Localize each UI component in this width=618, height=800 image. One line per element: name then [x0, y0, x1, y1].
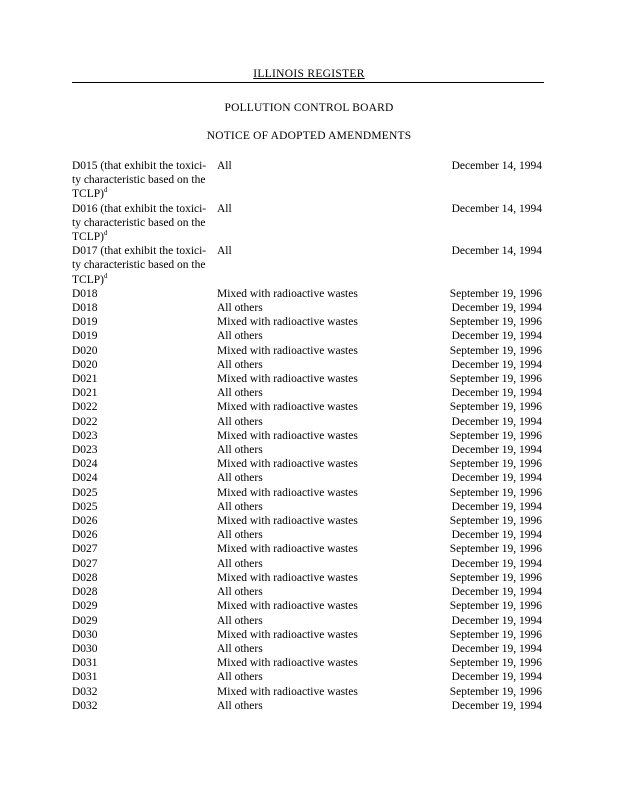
subcategory: All others [217, 699, 263, 712]
effective-date: December 19, 1994 [451, 330, 542, 343]
table-row [72, 159, 542, 202]
waste-code: D023 [72, 444, 98, 457]
table-row [72, 358, 542, 372]
table-row [72, 670, 542, 684]
effective-date: December 19, 1994 [451, 586, 542, 599]
effective-date: December 19, 1994 [451, 358, 542, 371]
board-name: POLLUTION CONTROL BOARD [224, 102, 394, 114]
subcategory: All others [217, 387, 263, 400]
subcategory: Mixed with radioactive wastes [217, 429, 358, 442]
effective-date: December 19, 1994 [451, 699, 542, 712]
table-row [72, 599, 542, 613]
waste-code: D015 (that exhibit the toxici- ty characteristic based on the TCLP)$^d$ [72, 160, 207, 201]
table-row [72, 287, 542, 301]
effective-date: December 19, 1994 [451, 415, 542, 428]
table-row [72, 500, 542, 514]
waste-code: D028 [72, 586, 98, 599]
table-row [72, 699, 542, 713]
subcategory: Mixed with radioactive wastes [217, 373, 358, 386]
effective-date: December 19, 1994 [451, 472, 542, 485]
table-row [72, 571, 542, 585]
effective-date: September 19, 1996 [449, 344, 542, 357]
effective-date: December 19, 1994 [451, 387, 542, 400]
waste-code: D024 [72, 472, 98, 485]
table-row [72, 301, 542, 315]
waste-code: D026 [72, 529, 98, 542]
effective-date: December 19, 1994 [451, 614, 542, 627]
effective-date: September 19, 1996 [449, 657, 542, 670]
effective-date: September 19, 1996 [449, 429, 542, 442]
table-row [72, 202, 542, 245]
table-row [72, 685, 542, 699]
table-row [72, 514, 542, 528]
waste-code: D020 [72, 358, 98, 371]
subcategory: All others [217, 302, 263, 315]
subcategory: All others [217, 358, 263, 371]
table-row [72, 315, 542, 329]
subcategory: Mixed with radioactive wastes [217, 458, 358, 471]
effective-date: September 19, 1996 [449, 628, 542, 641]
subcategory: Mixed with radioactive wastes [217, 600, 358, 613]
table-row [72, 471, 542, 485]
subcategory: All others [217, 614, 263, 627]
table-row [72, 386, 542, 400]
table-row [72, 642, 542, 656]
waste-code: D022 [72, 415, 98, 428]
table-row [72, 656, 542, 670]
subcategory: All others [217, 586, 263, 599]
table-row [72, 528, 542, 542]
waste-code: D027 [72, 543, 98, 556]
effective-date: September 19, 1996 [449, 458, 542, 471]
effective-date: September 19, 1996 [449, 571, 542, 584]
subcategory: All [217, 160, 232, 172]
waste-code: D028 [72, 571, 98, 584]
subcategory: Mixed with radioactive wastes [217, 486, 358, 499]
waste-code-table [72, 159, 542, 713]
waste-code: D019 [72, 316, 98, 329]
waste-code: D017 (that exhibit the toxici- ty characteristic based on the TCLP)$^d$ [72, 245, 207, 286]
waste-code: D023 [72, 429, 98, 442]
waste-code: D031 [72, 657, 98, 670]
waste-code: D025 [72, 500, 98, 513]
subcategory: Mixed with radioactive wastes [217, 685, 358, 698]
waste-code: D016 (that exhibit the toxici- ty characteristic based on the TCLP)$^d$ [72, 202, 207, 244]
table-row [72, 585, 542, 599]
effective-date: December 19, 1994 [451, 671, 542, 684]
subcategory: Mixed with radioactive wastes [217, 344, 358, 357]
table-row [72, 628, 542, 642]
effective-date: September 19, 1996 [449, 287, 542, 300]
register-title: ILLINOIS REGISTER [253, 68, 365, 80]
waste-code: D032 [72, 699, 98, 712]
effective-date: December 19, 1994 [451, 642, 542, 655]
table-row [72, 443, 542, 457]
subcategory: Mixed with radioactive wastes [217, 628, 358, 641]
subcategory: All [217, 245, 232, 258]
waste-code: D030 [72, 628, 98, 641]
footnote-marker: d [103, 229, 108, 238]
effective-date: December 14, 1994 [451, 160, 542, 172]
effective-date: September 19, 1996 [449, 316, 542, 329]
footnote-marker: d [103, 186, 108, 195]
subcategory: All others [217, 415, 263, 428]
waste-code: D032 [72, 685, 98, 698]
subcategory: All others [217, 557, 263, 570]
table-row [72, 415, 542, 429]
table-row [72, 244, 542, 287]
table-row [72, 429, 542, 443]
effective-date: December 14, 1994 [451, 202, 542, 215]
effective-date: December 19, 1994 [451, 529, 542, 542]
table-row [72, 614, 542, 628]
waste-code: D025 [72, 486, 98, 499]
effective-date: December 14, 1994 [451, 245, 542, 258]
subcategory: All others [217, 671, 263, 684]
subcategory: All [217, 202, 232, 215]
effective-date: December 19, 1994 [451, 557, 542, 570]
subcategory: Mixed with radioactive wastes [217, 571, 358, 584]
footnote-marker: d [103, 271, 108, 280]
table-row [72, 557, 542, 571]
table-row [72, 486, 542, 500]
effective-date: September 19, 1996 [449, 515, 542, 528]
subcategory: All others [217, 500, 263, 513]
waste-code: D019 [72, 330, 98, 343]
subcategory: All others [217, 444, 263, 457]
waste-code: D026 [72, 515, 98, 528]
waste-code: D031 [72, 671, 98, 684]
waste-code: D018 [72, 302, 98, 315]
effective-date: September 19, 1996 [449, 685, 542, 698]
subcategory: Mixed with radioactive wastes [217, 657, 358, 670]
notice-title: NOTICE OF ADOPTED AMENDMENTS [206, 130, 412, 142]
waste-code: D024 [72, 458, 98, 471]
subcategory: All others [217, 330, 263, 343]
table-row [72, 542, 542, 556]
subcategory: Mixed with radioactive wastes [217, 401, 358, 414]
waste-code: D021 [72, 373, 98, 386]
subcategory: All others [217, 529, 263, 542]
effective-date: December 19, 1994 [451, 444, 542, 457]
table-row [72, 372, 542, 386]
waste-code: D027 [72, 557, 98, 570]
subcategory: All others [217, 642, 263, 655]
effective-date: December 19, 1994 [451, 500, 542, 513]
subcategory: Mixed with radioactive wastes [217, 316, 358, 329]
waste-code: D020 [72, 344, 98, 357]
table-row [72, 344, 542, 358]
effective-date: September 19, 1996 [449, 373, 542, 386]
effective-date: September 19, 1996 [449, 600, 542, 613]
waste-code: D022 [72, 401, 98, 414]
effective-date: September 19, 1996 [449, 401, 542, 414]
waste-code: D029 [72, 600, 98, 613]
table-row [72, 457, 542, 471]
header-rule [72, 82, 544, 83]
subcategory: Mixed with radioactive wastes [217, 287, 358, 300]
table-row [72, 400, 542, 414]
effective-date: September 19, 1996 [449, 486, 542, 499]
waste-code: D030 [72, 642, 98, 655]
effective-date: December 19, 1994 [451, 302, 542, 315]
subcategory: Mixed with radioactive wastes [217, 515, 358, 528]
subcategory: Mixed with radioactive wastes [217, 543, 358, 556]
effective-date: September 19, 1996 [449, 543, 542, 556]
waste-code: D018 [72, 287, 98, 300]
waste-code: D029 [72, 614, 98, 627]
waste-code: D021 [72, 387, 98, 400]
subcategory: All others [217, 472, 263, 485]
table-row [72, 329, 542, 343]
